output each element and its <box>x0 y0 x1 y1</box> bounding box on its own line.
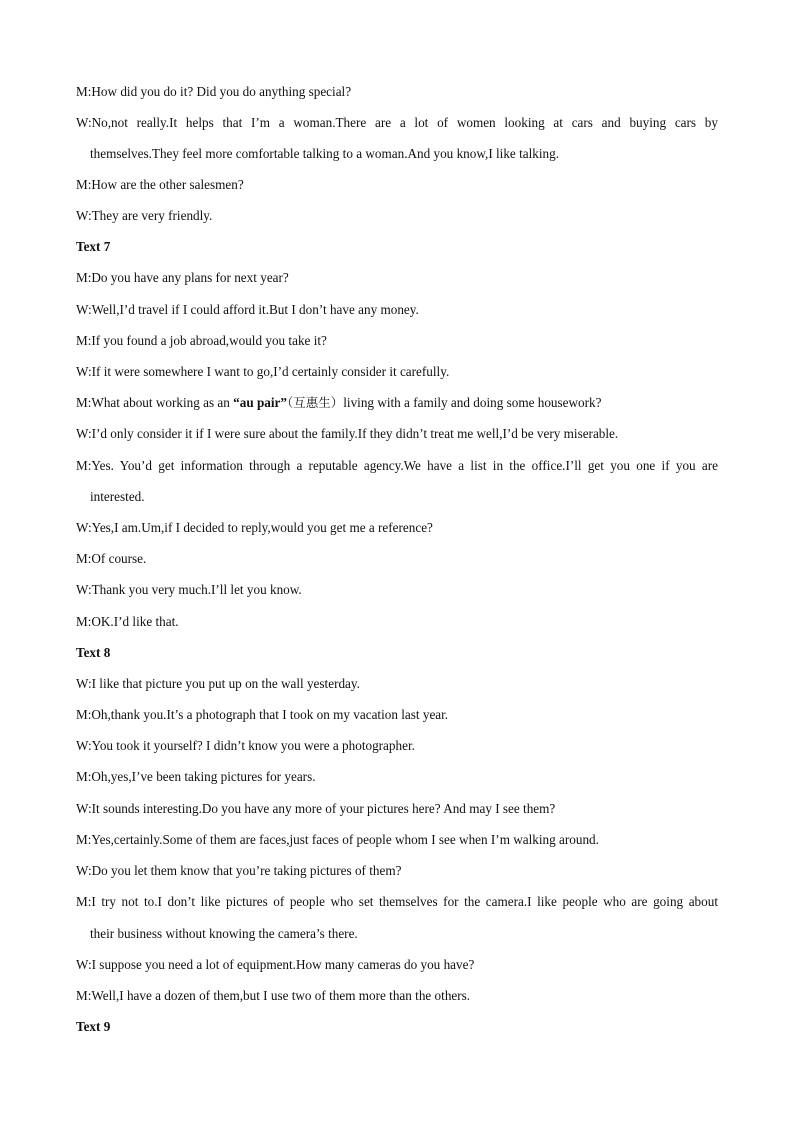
section-heading-text-9: Text 9 <box>76 1019 111 1034</box>
dialogue-line: M:Yes. You’d get information through a reputable agency.We have a list in the office.I’ll get you one if you are <box>76 458 718 473</box>
dialogue-line: W:They are very friendly. <box>76 208 213 223</box>
dialogue-line: W:If it were somewhere I want to go,I’d certainly consider it carefully. <box>76 364 450 379</box>
dialogue-line: W:I’d only consider it if I were sure about the family.If they didn’t treat me well,I’d be very miserable. <box>76 426 619 441</box>
dialogue-line: W:I suppose you need a lot of equipment.How many cameras do you have? <box>76 957 475 972</box>
dialogue-line: M:How did you do it? Did you do anything special? <box>76 84 352 99</box>
term-translation: （互惠生） <box>286 395 344 410</box>
dialogue-line: M:How are the other salesmen? <box>76 177 244 192</box>
dialogue-line <box>76 394 718 411</box>
dialogue-text: living with a family and doing some housework? <box>343 395 602 410</box>
term-au-pair: “au pair” <box>233 395 287 410</box>
dialogue-line: W:It sounds interesting.Do you have any more of your pictures here? And may I see them? <box>76 801 556 816</box>
dialogue-text: M:What about working as an <box>76 395 234 410</box>
dialogue-line: M:OK.I’d like that. <box>76 614 179 629</box>
dialogue-line: W:No,not really.It helps that I’m a woman.There are a lot of women looking at cars and buying cars by <box>76 115 718 130</box>
dialogue-line: M:Oh,thank you.It’s a photograph that I took on my vacation last year. <box>76 707 449 722</box>
dialogue-line: W:Do you let them know that you’re taking pictures of them? <box>76 863 402 878</box>
dialogue-line: M:Of course. <box>76 551 147 566</box>
dialogue-line: M:Yes,certainly.Some of them are faces,just faces of people whom I see when I’m walking around. <box>76 832 599 847</box>
dialogue-line: M:Well,I have a dozen of them,but I use two of them more than the others. <box>76 988 471 1003</box>
dialogue-line: W:Yes,I am.Um,if I decided to reply,would you get me a reference? <box>76 520 433 535</box>
dialogue-line: M:If you found a job abroad,would you take it? <box>76 333 327 348</box>
dialogue-line-continuation: their business without knowing the camera’s there. <box>90 926 358 941</box>
section-heading-text-8: Text 8 <box>76 645 111 660</box>
dialogue-line: W:Well,I’d travel if I could afford it.But I don’t have any money. <box>76 302 419 317</box>
dialogue-line: M:Do you have any plans for next year? <box>76 270 289 285</box>
dialogue-line: W:Thank you very much.I’ll let you know. <box>76 582 302 597</box>
section-heading-text-7: Text 7 <box>76 239 111 254</box>
dialogue-line: M:Oh,yes,I’ve been taking pictures for years. <box>76 769 316 784</box>
dialogue-line: W:You took it yourself? I didn’t know you were a photographer. <box>76 738 415 753</box>
dialogue-line-continuation: themselves.They feel more comfortable talking to a woman.And you know,I like talking. <box>90 146 560 161</box>
dialogue-line: M:I try not to.I don’t like pictures of people who set themselves for the camera.I like people who are going about <box>76 894 718 909</box>
dialogue-line-continuation: interested. <box>90 489 145 504</box>
dialogue-line: W:I like that picture you put up on the wall yesterday. <box>76 676 360 691</box>
